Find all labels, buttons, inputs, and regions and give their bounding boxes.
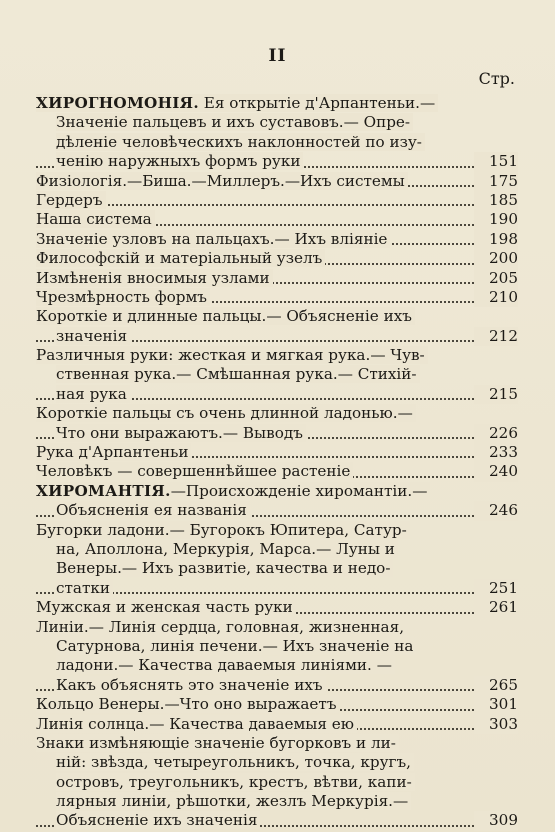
toc-line [36, 443, 518, 462]
toc-entry-text: Наша система [36, 210, 155, 228]
toc-line [36, 269, 518, 288]
toc-line [36, 579, 518, 598]
toc-line [36, 385, 518, 404]
toc-entry-text: Объясненіе ихъ значенія [56, 811, 260, 829]
toc-entry-text: Какъ объяснять это значеніе ихъ [56, 676, 326, 694]
toc-page-number: 205 [474, 269, 518, 288]
toc-page-number: 265 [474, 676, 518, 695]
toc-page-number: 233 [474, 443, 518, 462]
toc-entry-text: Человѣкъ — совершеннѣйшее растеніе [36, 462, 353, 480]
toc-page-number: 185 [474, 191, 518, 210]
toc-entry-text: Короткіе пальцы съ очень длинной ладонью.— [36, 404, 416, 422]
toc-entry-text: статки [56, 579, 113, 597]
toc-entry-text: Мужская и женская часть руки [36, 598, 296, 616]
toc-entry-text: Различныя руки: жесткая и мягкая рука.— Чув- [36, 346, 428, 364]
toc-entry-text: Линія солнца.— Качества даваемыя ею [36, 715, 357, 733]
toc-line [36, 618, 518, 637]
toc-entry-text: Объясненія ея названія [56, 501, 250, 519]
toc-line [36, 792, 518, 811]
toc-line [36, 540, 518, 559]
toc-entry-text: островъ, треугольникъ, крестъ, вѣтви, капи- [56, 773, 415, 791]
toc-page-number: 261 [474, 598, 518, 617]
toc-entry-text: ХИРОГНОМОНІЯ. Ея открытіе д'Арпантеньи.— [36, 94, 438, 112]
toc-entry-text: ственная рука.— Смѣшанная рука.— Стихій- [56, 365, 420, 383]
table-of-contents [36, 94, 518, 831]
toc-line [36, 656, 518, 675]
toc-line [36, 637, 518, 656]
toc-line [36, 482, 518, 501]
toc-line [36, 695, 518, 714]
toc-line [36, 230, 518, 249]
toc-page-number: 303 [474, 715, 518, 734]
toc-page-number: 151 [474, 152, 518, 171]
toc-entry-text: ній: звѣзда, четыреугольникъ, точка, кругъ, [56, 753, 414, 771]
toc-entry-text: ХИРОМАНТІЯ.—Происхожденіе хиромантіи.— [36, 482, 430, 500]
toc-entry-text: ладони.— Качества даваемыя линіями. — [56, 656, 395, 674]
toc-line [36, 365, 518, 384]
toc-line [36, 307, 518, 326]
toc-page-number: 309 [474, 811, 518, 830]
toc-line [36, 811, 518, 830]
toc-entry-text: Измѣненія вносимыя узлами [36, 269, 273, 287]
toc-line [36, 404, 518, 423]
toc-line [36, 210, 518, 229]
toc-entry-text: дѣленіе человѣческихъ наклонностей по изу- [56, 133, 425, 151]
toc-entry-text: Физіологія.—Биша.—Миллеръ.—Ихъ системы [36, 172, 408, 190]
toc-line [36, 191, 518, 210]
toc-line [36, 501, 518, 520]
toc-line [36, 94, 518, 113]
toc-line [36, 133, 518, 152]
toc-entry-text: Сатурнова, линія печени.— Ихъ значеніе на [56, 637, 416, 655]
toc-line [36, 113, 518, 132]
toc-line [36, 753, 518, 772]
toc-line [36, 521, 518, 540]
toc-line [36, 327, 518, 346]
toc-entry-text: Венеры.— Ихъ развитіе, качества и недо- [56, 559, 393, 577]
toc-entry-text: Чрезмѣрность формъ [36, 288, 210, 306]
toc-line [36, 773, 518, 792]
toc-line [36, 249, 518, 268]
toc-line [36, 715, 518, 734]
toc-page-number: 215 [474, 385, 518, 404]
toc-line [36, 288, 518, 307]
toc-entry-text: Значеніе узловъ на пальцахъ.— Ихъ вліяніе [36, 230, 390, 248]
toc-entry-text: на, Аполлона, Меркурія, Марса.— Луны и [56, 540, 398, 558]
toc-page-number: 190 [474, 210, 518, 229]
toc-entry-text: значенія [56, 327, 130, 345]
toc-entry-text: Значеніе пальцевъ и ихъ суставовъ.— Опре- [56, 113, 413, 131]
toc-entry-text: ная рука [56, 385, 130, 403]
toc-line [36, 424, 518, 443]
toc-line [36, 676, 518, 695]
column-header-pages: Стр. [478, 69, 515, 88]
toc-line [36, 462, 518, 481]
toc-entry-text: Бугорки ладони.— Бугорокъ Юпитера, Сатур- [36, 521, 410, 539]
toc-entry-text: Рука д'Арпантеньи [36, 443, 191, 461]
toc-line [36, 598, 518, 617]
page-number: II [268, 46, 287, 66]
toc-page-number: 240 [474, 462, 518, 481]
toc-page-number: 198 [474, 230, 518, 249]
toc-page-number: 175 [474, 172, 518, 191]
toc-entry-text: Гердеръ [36, 191, 106, 209]
toc-page-number: 226 [474, 424, 518, 443]
toc-entry-text: Философскій и матеріальный узелъ [36, 249, 325, 267]
toc-entry-text: Линіи.— Линія сердца, головная, жизненная, [36, 618, 407, 636]
toc-page-number: 210 [474, 288, 518, 307]
toc-page-number: 246 [474, 501, 518, 520]
toc-page-number: 301 [474, 695, 518, 714]
toc-page-number: 251 [474, 579, 518, 598]
toc-entry-text: Кольцо Венеры.—Что оно выражаетъ [36, 695, 339, 713]
toc-entry-text: Что они выражаютъ.— Выводъ [56, 424, 306, 442]
toc-page-number: 200 [474, 249, 518, 268]
toc-line [36, 152, 518, 171]
toc-line [36, 559, 518, 578]
toc-entry-text: лярныя линіи, рѣшотки, жезлъ Меркурія.— [56, 792, 411, 810]
toc-entry-text: ченію наружныхъ формъ руки [56, 152, 303, 170]
toc-entry-text: Короткіе и длинные пальцы.— Объясненіе ихъ [36, 307, 415, 325]
toc-line [36, 734, 518, 753]
toc-entry-text: Знаки измѣняющіе значеніе бугорковъ и ли- [36, 734, 399, 752]
toc-line [36, 346, 518, 365]
toc-line [36, 172, 518, 191]
toc-page-number: 212 [474, 327, 518, 346]
